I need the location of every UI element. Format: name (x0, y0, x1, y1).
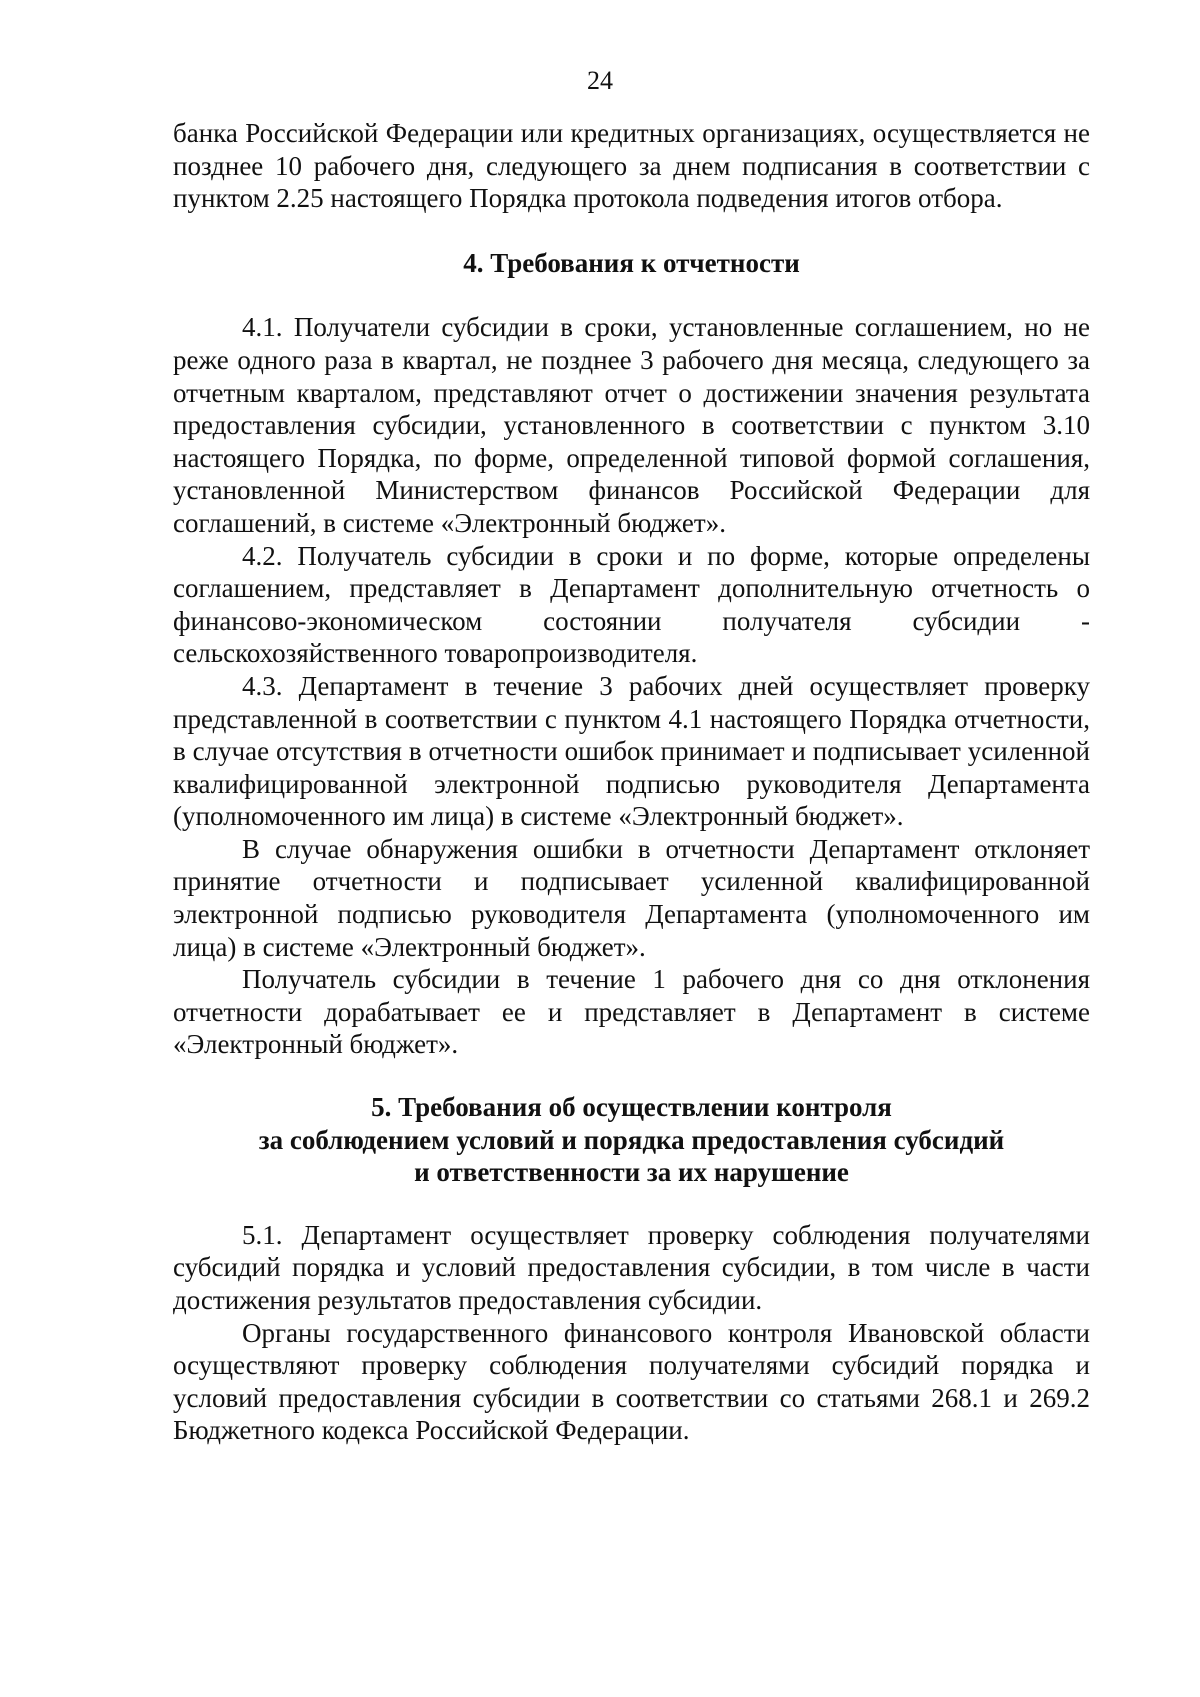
section-5-heading-line-2: за соблюдением условий и порядка предоставления субсидий (258, 1124, 1005, 1155)
document-body (173, 117, 1090, 1447)
page-number: 24 (587, 66, 613, 95)
continuation-paragraph: банка Российской Федерации или кредитных организациях, осуществляется не позднее 10 рабочего дня, следующего за днем подписания в соответствии с пунктом 2.25 настоящего Порядка протокола подведения итогов отбора. (173, 118, 1090, 214)
section-5-heading-line-1: 5. Требования об осуществлении контроля (371, 1092, 892, 1123)
paragraph-4-1: 4.1. Получатели субсидии в сроки, установленные соглашением, но не реже одного раза в квартал, не позднее 3 рабочего дня месяца, следующего за отчетным кварталом, представляют отчет о достижении значения результата предоставления субсидии, установленного в соответствии с пунктом 3.10 настоящего Порядка, по форме, определенной типовой формой соглашения, установленной Министерством финансов Российской Федерации для соглашений, в системе «Электронный бюджет». (173, 312, 1090, 538)
spacer (173, 215, 1090, 247)
paragraph-5-1-control-bodies: Органы государственного финансового контроля Ивановской области осуществляют проверку соблюдения получателями субсидий порядка и условий предоставления субсидии в соответствии со статьями 268.1 и 269.2 Бюджетного кодекса Российской Федерации. (173, 1317, 1090, 1446)
section-4-heading: 4. Требования к отчетности (463, 247, 800, 278)
paragraph-4-3: 4.3. Департамент в течение 3 рабочих дней осуществляет проверку представленной в соответствии с пунктом 4.1 настоящего Порядка отчетности, в случае отсутствия в отчетности ошибок принимает и подписывает усиленной квалифицированной электронной подписью руководителя Департамента (уполномоченного им лица) в системе «Электронный бюджет». (173, 670, 1090, 832)
paragraph-4-3-rejection: В случае обнаружения ошибки в отчетности Департамент отклоняет принятие отчетности и подписывает усиленной квалифицированной электронной подписью руководителя Департамента (уполномоченного им лица) в системе «Электронный бюджет». (173, 833, 1090, 962)
paragraph-4-2: 4.2. Получатель субсидии в сроки и по форме, которые определены соглашением, представляет в Департамент дополнительную отчетность о финансово-экономическом состоянии получателя субсидии - сельскохозяйственного товаропроизводителя. (173, 540, 1090, 669)
spacer (173, 1189, 1090, 1219)
paragraph-5-1: 5.1. Департамент осуществляет проверку соблюдения получателями субсидий порядка и условий предоставления субсидии, в том числе в части достижения результатов предоставления субсидии. (173, 1219, 1090, 1315)
spacer (173, 279, 1090, 311)
paragraph-4-3-rework: Получатель субсидии в течение 1 рабочего дня со дня отклонения отчетности дорабатывает ее и представляет в Департамент в системе «Электронный бюджет». (173, 964, 1090, 1060)
section-5-heading-line-3: и ответственности за их нарушение (414, 1157, 849, 1188)
spacer (173, 1061, 1090, 1091)
